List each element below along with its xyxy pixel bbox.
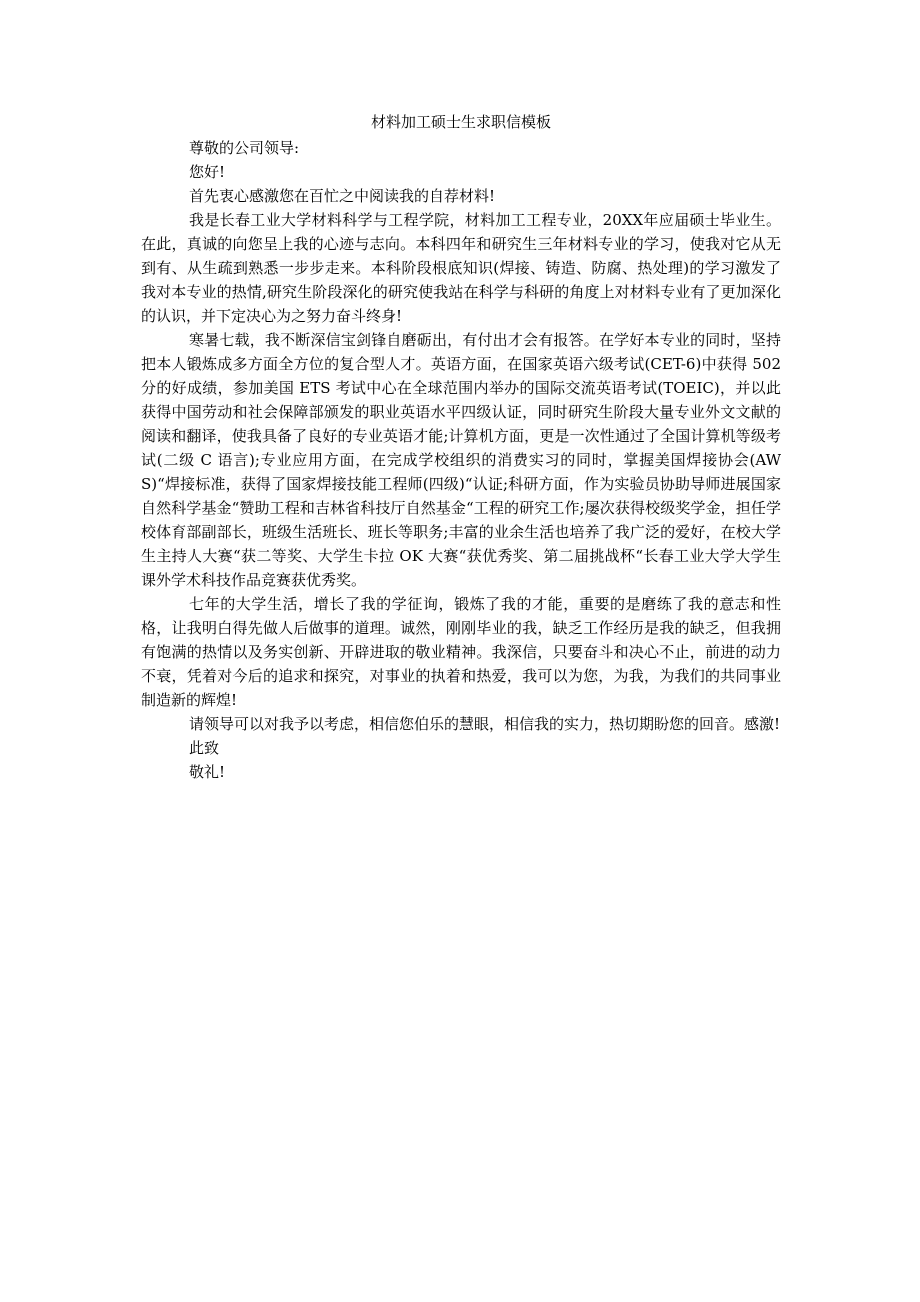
greeting: 您好! [189,163,226,181]
letter-title: 材料加工硕士生求职信模板 [370,113,551,131]
paragraph-request: 请领导可以对我予以考虑，相信您伯乐的慧眼，相信我的实力，热切期盼您的回音。感激! [189,715,781,733]
letter-page [141,110,781,784]
closing-line-1: 此致 [189,739,220,757]
paragraph-achievements: 寒暑七载，我不断深信宝剑锋自磨砺出，有付出才会有报答。在学好本专业的同时，坚持把本人锻炼成多方面全方位的复合型人才。英语方面，在国家英语六级考试(CET-6)中获得 502 分的好成绩，参加美国 ETS 考试中心在全球范围内举办的国际交流英语考试(TOEIC)，并以此获得中国劳动和社会保障部颁发的职业英语水平四级认证，同时研究生阶段大量专业外文文献的阅读和翻译，使我具备了良好的专业英语才能;计算机方面，更是一次性通过了全国计算机等级考试(二级 C 语言);专业应用方面，在完成学校组织的消费实习的同时，掌握美国焊接协会(AWS)“焊接标准，获得了国家焊接技能工程师(四级)“认证;科研方面，作为实验员协助导师进展国家自然科学基金“赞助工程和吉林省科技厅自然基金“工程的研究工作;屡次获得校级奖学金，担任学校体育部副部长，班级生活班长、班长等职务;丰富的业余生活也培养了我广泛的爱好，在校大学生主持人大赛“获二等奖、大学生卡拉 OK 大赛“获优秀奖、第二届挑战杯“长春工业大学大学生课外学术科技作品竞赛获优秀奖。 [141,331,781,589]
paragraph-opening: 首先衷心感激您在百忙之中阅读我的自荐材料! [189,187,496,205]
paragraph-character: 七年的大学生活，增长了我的学征询，锻炼了我的才能，重要的是磨练了我的意志和性格，让我明白得先做人后做事的道理。诚然，刚刚毕业的我，缺乏工作经历是我的缺乏，但我拥有饱满的热情以及务实创新、开辟进取的敬业精神。我深信，只要奋斗和决心不止，前进的动力不衰，凭着对今后的追求和探究，对事业的执着和热爱，我可以为您，为我，为我们的共同事业制造新的辉煌! [141,595,781,709]
paragraph-background: 我是长春工业大学材料科学与工程学院，材料加工工程专业，20XX年应届硕士毕业生。在此，真诚的向您呈上我的心迹与志向。本科四年和研究生三年材料专业的学习，使我对它从无到有、从生疏到熟悉一步步走来。本科阶段根底知识(焊接、铸造、防腐、热处理)的学习激发了我对本专业的热情,研究生阶段深化的研究使我站在科学与科研的角度上对材料专业有了更加深化的认识，并下定决心为之努力奋斗终身! [141,211,781,325]
closing-line-2: 敬礼! [189,763,226,781]
salutation: 尊敬的公司领导: [189,139,300,157]
